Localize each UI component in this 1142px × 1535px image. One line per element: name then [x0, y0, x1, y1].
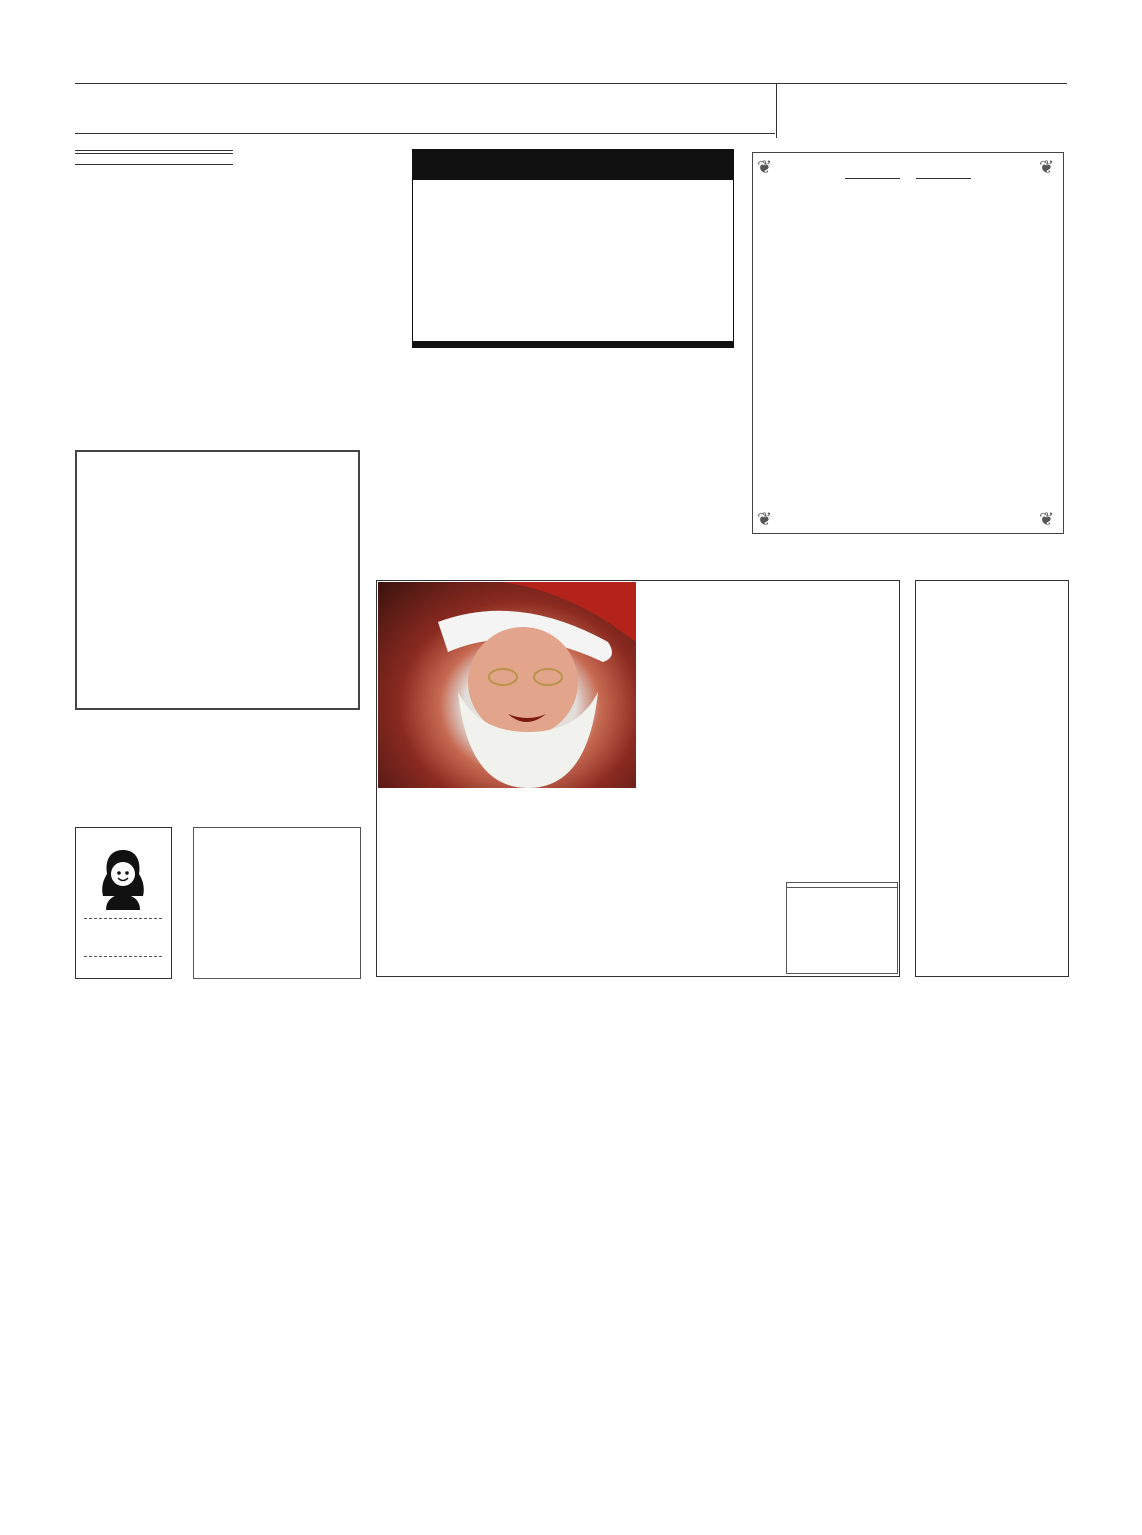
santoral-name: [75, 151, 233, 154]
publique-ad: [412, 149, 734, 348]
mareas-box: [410, 362, 610, 370]
divider: [84, 918, 162, 919]
sudoku-solution-grid: [193, 827, 361, 979]
header-divider: [776, 83, 777, 138]
ornament-icon: ❦: [757, 509, 773, 529]
publique-contact-bar: [413, 341, 733, 347]
header-rule: [75, 83, 1067, 84]
ornament-icon: ❦: [757, 157, 773, 177]
ornament-icon: ❦: [1039, 509, 1055, 529]
puzzle-previous-solution: [786, 882, 898, 974]
girl-avatar-icon: [98, 848, 148, 910]
qepd: [753, 173, 1063, 184]
oracion-box: [915, 580, 1069, 977]
urgencias-title: [75, 164, 233, 165]
puzzle-grid-bottom: [378, 790, 636, 975]
header-rule-bottom: [75, 133, 775, 134]
solution-title: [787, 883, 897, 888]
sudoku-level-box: [75, 827, 172, 979]
divider: [84, 956, 162, 957]
santa-photo: [378, 582, 636, 788]
sudoku-grid: [75, 450, 360, 710]
santoral-box: [75, 150, 233, 165]
publique-header: [413, 150, 733, 180]
ornament-icon: ❦: [1039, 157, 1055, 177]
agradecimientos-notice: [752, 152, 1064, 534]
farmacias-box: [258, 150, 373, 153]
